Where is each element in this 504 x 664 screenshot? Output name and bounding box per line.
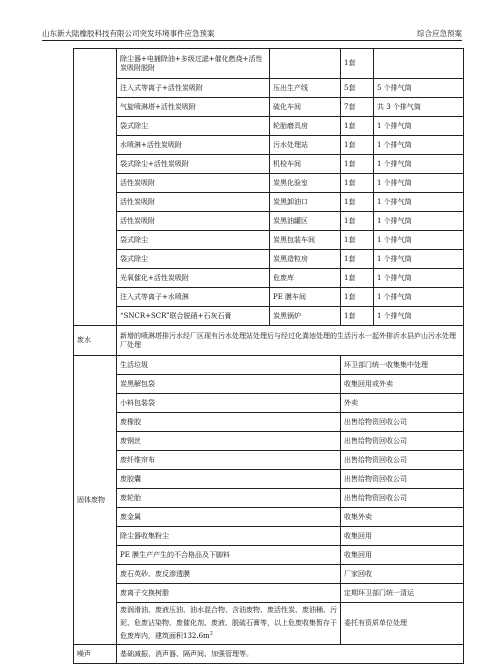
qty-cell: 1套 bbox=[341, 49, 374, 79]
noise-label: 噪声 bbox=[74, 645, 117, 664]
source-cell: PE 膜车间 bbox=[270, 288, 341, 307]
qty-cell: 7套 bbox=[341, 98, 374, 117]
measure-cell: 活性炭吸附 bbox=[117, 212, 270, 231]
area-unit-superscript: 2 bbox=[209, 630, 213, 637]
outlet-cell: 1 个排气筒 bbox=[374, 155, 464, 174]
qty-cell: 1套 bbox=[341, 250, 374, 269]
waste-disposal: 委托有资质单位处理 bbox=[341, 603, 464, 645]
outlet-cell: 1 个排气筒 bbox=[374, 193, 464, 212]
waste-disposal: 出售给物资回收公司 bbox=[341, 470, 464, 489]
table-row bbox=[74, 193, 464, 212]
page-header bbox=[42, 26, 462, 41]
outlet-cell: 1 个排气筒 bbox=[374, 269, 464, 288]
table-row bbox=[74, 356, 464, 375]
outlet-cell: 1 个排气筒 bbox=[374, 288, 464, 307]
source-cell: 炭黑油罐区 bbox=[270, 212, 341, 231]
table-row bbox=[74, 527, 464, 546]
table-row bbox=[74, 645, 464, 664]
table-row bbox=[74, 375, 464, 394]
source-cell: 炭黑包装车间 bbox=[270, 231, 341, 250]
table-row bbox=[74, 584, 464, 603]
source-cell: 硫化车间 bbox=[270, 98, 341, 117]
outlet-cell: 1 个排气筒 bbox=[374, 174, 464, 193]
table-row bbox=[74, 269, 464, 288]
table-row bbox=[74, 603, 464, 645]
table-row bbox=[74, 212, 464, 231]
qty-cell: 1套 bbox=[341, 288, 374, 307]
qty-cell: 1套 bbox=[341, 231, 374, 250]
waste-item: 生活垃圾 bbox=[117, 356, 341, 375]
table-row bbox=[74, 326, 464, 356]
table-row bbox=[74, 565, 464, 584]
gas-category-cell bbox=[74, 49, 117, 326]
waste-item: 废橡胶 bbox=[117, 413, 341, 432]
waste-item: 废钢丝 bbox=[117, 432, 341, 451]
table-row bbox=[74, 546, 464, 565]
waste-disposal: 出售给物资回收公司 bbox=[341, 413, 464, 432]
outlet-cell: 1 个排气筒 bbox=[374, 136, 464, 155]
source-cell: 污水处理站 bbox=[270, 136, 341, 155]
wastewater-label: 废水 bbox=[74, 326, 117, 356]
waste-item: 废纤维帘布 bbox=[117, 451, 341, 470]
table-row bbox=[74, 136, 464, 155]
waste-disposal: 收集回用 bbox=[341, 546, 464, 565]
waste-disposal: 收集外卖 bbox=[341, 508, 464, 527]
waste-disposal: 出售给物资回收公司 bbox=[341, 489, 464, 508]
table-row bbox=[74, 174, 464, 193]
measure-cell: 水喷淋+活性炭吸附 bbox=[117, 136, 270, 155]
outlet-cell bbox=[374, 49, 464, 79]
qty-cell: 1套 bbox=[341, 193, 374, 212]
table-row bbox=[74, 470, 464, 489]
measure-cell: 袋式除尘+活性炭吸附 bbox=[117, 155, 270, 174]
table-row bbox=[74, 155, 464, 174]
table-row bbox=[74, 117, 464, 136]
table-row bbox=[74, 508, 464, 527]
waste-disposal: 收集回用或外卖 bbox=[341, 375, 464, 394]
waste-item: 除尘器收集粉尘 bbox=[117, 527, 341, 546]
outlet-cell: 1 个排气筒 bbox=[374, 117, 464, 136]
table-row bbox=[74, 307, 464, 326]
qty-cell: 1套 bbox=[341, 117, 374, 136]
waste-disposal: 厂家回收 bbox=[341, 565, 464, 584]
table-row bbox=[74, 432, 464, 451]
company-title: 山东新大陆橡胶科技有限公司突发环境事件应急预案 bbox=[42, 29, 215, 38]
measure-cell: 活性炭吸附 bbox=[117, 193, 270, 212]
waste-disposal: 环卫部门统一收集集中处理 bbox=[341, 356, 464, 375]
table-row bbox=[74, 79, 464, 98]
waste-item: 废轮胎 bbox=[117, 489, 341, 508]
waste-item: 废金属 bbox=[117, 508, 341, 527]
source-cell: 炭黑锅炉 bbox=[270, 307, 341, 326]
measure-cell: 注入式等离子+水喷淋 bbox=[117, 288, 270, 307]
table-row bbox=[74, 231, 464, 250]
outlet-cell: 1 个排气筒 bbox=[374, 212, 464, 231]
doc-type: 综合应急预案 bbox=[417, 29, 462, 38]
table-row bbox=[74, 451, 464, 470]
source-cell: 轮胎磨具房 bbox=[270, 117, 341, 136]
outlet-cell: 5 个排气筒 bbox=[374, 79, 464, 98]
table-row bbox=[74, 489, 464, 508]
source-cell: 压出生产线 bbox=[270, 79, 341, 98]
source-cell: 炭黑化验室 bbox=[270, 174, 341, 193]
waste-item: 废石英砂、废反渗透膜 bbox=[117, 565, 341, 584]
waste-disposal: 收集回用 bbox=[341, 527, 464, 546]
source-cell: 危废库 bbox=[270, 269, 341, 288]
waste-disposal: 定期环卫部门统一清运 bbox=[341, 584, 464, 603]
source-cell bbox=[270, 49, 341, 79]
measure-cell: 气旋喷淋塔+活性炭吸附 bbox=[117, 98, 270, 117]
qty-cell: 1套 bbox=[341, 136, 374, 155]
table-row bbox=[74, 250, 464, 269]
outlet-cell: 1 个排气筒 bbox=[374, 250, 464, 269]
wastewater-text: 新增的喷淋塔排污水经厂区现有污水处理站处理后与经过化粪池处理的生活污水一起外排沂水县庐山污水处理厂处理 bbox=[117, 326, 464, 356]
table-row bbox=[74, 413, 464, 432]
measure-cell: 袋式除尘 bbox=[117, 117, 270, 136]
qty-cell: 1套 bbox=[341, 212, 374, 231]
noise-text: 基础减振、消声器、隔声间、加强管理等。 bbox=[117, 645, 464, 664]
qty-cell: 1套 bbox=[341, 307, 374, 326]
waste-item: 小料包装袋 bbox=[117, 394, 341, 413]
table-row bbox=[74, 49, 464, 79]
source-cell: 炭黑造粒房 bbox=[270, 250, 341, 269]
measure-cell: “SNCR+SCR”联合脱硝+石灰石膏 bbox=[117, 307, 270, 326]
solid-waste-label: 固体废物 bbox=[74, 356, 117, 645]
waste-disposal: 外卖 bbox=[341, 394, 464, 413]
table-row bbox=[74, 394, 464, 413]
waste-disposal: 出售给物资回收公司 bbox=[341, 432, 464, 451]
measure-cell: 袋式除尘 bbox=[117, 250, 270, 269]
measure-cell: 光氧催化+活性炭吸附 bbox=[117, 269, 270, 288]
waste-disposal: 出售给物资回收公司 bbox=[341, 451, 464, 470]
hazardous-waste-text: 废润滑油、废液压油、油水混合物、含油废物、废活性炭、废油桶、污泥、危废沾染物、废催化剂、废液、脱硫石膏等，以上危废收集暂存于危废库内，建筑面积132.6m bbox=[120, 606, 337, 640]
measure-cell: 注入式等离子+活性炭吸附 bbox=[117, 79, 270, 98]
measure-cell: 活性炭吸附 bbox=[117, 174, 270, 193]
measure-cell: 袋式除尘 bbox=[117, 231, 270, 250]
waste-item: 废离子交换树脂 bbox=[117, 584, 341, 603]
waste-item: 废胶囊 bbox=[117, 470, 341, 489]
qty-cell: 1套 bbox=[341, 269, 374, 288]
source-cell: 机检车间 bbox=[270, 155, 341, 174]
measures-table bbox=[73, 48, 464, 664]
table-row bbox=[74, 288, 464, 307]
outlet-cell: 共 3 个排气筒 bbox=[374, 98, 464, 117]
outlet-cell: 1 个排气筒 bbox=[374, 307, 464, 326]
waste-item-hazardous bbox=[117, 603, 341, 645]
table-row bbox=[74, 98, 464, 117]
qty-cell: 1套 bbox=[341, 155, 374, 174]
qty-cell: 5套 bbox=[341, 79, 374, 98]
waste-item: 炭黑解包袋 bbox=[117, 375, 341, 394]
outlet-cell: 1 个排气筒 bbox=[374, 231, 464, 250]
measure-cell: 除尘器+电捕除油+多级过滤+催化燃烧+活性炭吸附脱附 bbox=[117, 49, 270, 79]
qty-cell: 1套 bbox=[341, 174, 374, 193]
source-cell: 炭黑卸油口 bbox=[270, 193, 341, 212]
waste-item: PE 膜生产产生的不合格品及下脚料 bbox=[117, 546, 341, 565]
